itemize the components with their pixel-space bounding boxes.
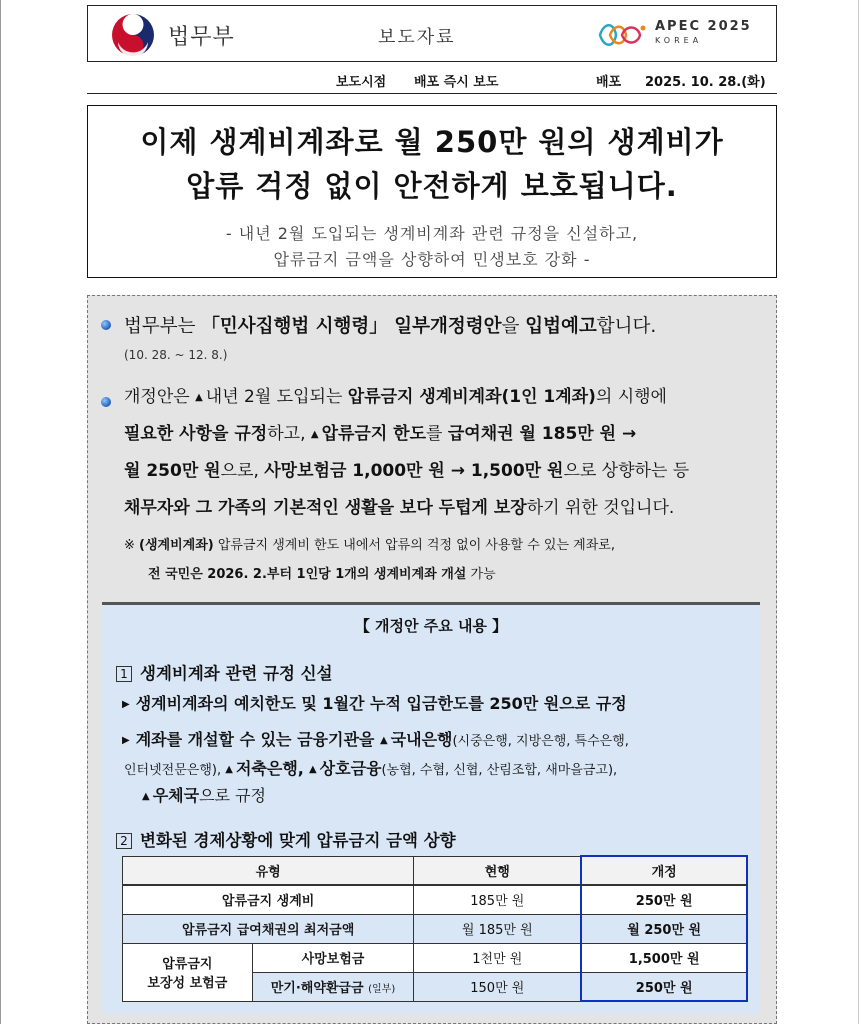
arrow-right-icon: ▶ — [122, 735, 130, 746]
header-current: 현행 — [414, 856, 582, 885]
distribution-label: 배포 — [596, 75, 622, 90]
row-type: 사망보험금 — [252, 943, 414, 972]
note-term: (생계비계좌) — [139, 538, 214, 553]
table-row — [123, 943, 748, 972]
section-1-item-2-line-3 — [142, 783, 266, 806]
ministry-name: 법무부 — [168, 25, 235, 50]
triangle-icon: ▲ — [142, 791, 150, 802]
summary-paragraph-2-line-2 — [124, 423, 636, 446]
pre-announcement: 입법예고 — [525, 316, 597, 337]
text-span: 으로 규정 — [199, 786, 266, 805]
text-span: 생계비계좌 관련 규정 신설 — [140, 664, 333, 683]
summary-paragraph-1 — [124, 312, 656, 338]
text-span: (시중은행, 지방은행, 특수은행, — [452, 734, 629, 749]
row-group-label — [123, 943, 253, 1001]
apec-subtitle: KOREA — [655, 36, 703, 45]
content-heading: 【 개정안 주요 내용 】 — [354, 617, 508, 635]
release-divider — [87, 93, 777, 94]
section-1-item-1 — [122, 691, 627, 714]
text-span: 계좌를 개설할 수 있는 금융기관을 — [135, 730, 380, 749]
triangle-icon: ▲ — [379, 735, 388, 746]
row-revised: 1,500만 원 — [581, 943, 747, 972]
text-span: 저축은행, — [235, 759, 304, 778]
row-current: 150만 원 — [414, 972, 582, 1001]
text-span: 개정안은 — [124, 387, 196, 407]
text-span: 변화된 경제상황에 맞게 압류금지 금액 상향 — [140, 831, 456, 850]
headline-line-2: 압류 걱정 없이 안전하게 보호됩니다. — [186, 169, 678, 203]
table-row — [123, 885, 748, 914]
comparison-table — [122, 855, 748, 1002]
note-line-2 — [148, 563, 496, 582]
summary-paragraph-2-line-1 — [124, 386, 667, 409]
text-span: 만기·해약환급금 — [270, 981, 364, 996]
row-type — [252, 972, 414, 1001]
text-span: 사망보험금 1,000만 원 → 1,500만 원 — [264, 461, 564, 481]
triangle-icon: ▲ — [308, 764, 317, 775]
apec-title: APEC 2025 — [655, 19, 752, 34]
press-header — [87, 5, 777, 62]
text-span: 를 — [426, 424, 448, 444]
row-current: 185만 원 — [414, 885, 582, 914]
text-span: 상호금융 — [319, 759, 382, 778]
note-mark: ※ — [124, 538, 135, 553]
section-1-title — [116, 660, 333, 684]
text-span: 급여채권 월 185만 원 → — [447, 424, 637, 444]
main-content-box — [102, 602, 760, 1014]
text-span: 의 시행에 — [595, 387, 667, 407]
row-type: 압류금지 급여채권의 최저금액 — [123, 914, 414, 943]
release-time-value: 배포 즉시 보도 — [414, 75, 499, 90]
decree-name: 「민사집행법 시행령」 일부개정령안 — [201, 316, 502, 337]
document-type: 보도자료 — [378, 27, 456, 48]
text-span: 법무부는 — [124, 316, 202, 337]
headline-box — [87, 105, 777, 278]
text-span: 전 국민은 2026. 2.부터 1인당 1개의 생계비계좌 개설 — [148, 567, 467, 582]
text-span: 내년 2월 도입되는 — [205, 387, 348, 407]
release-info — [87, 69, 777, 91]
text-span: 채무자와 그 가족의 기본적인 생활을 보다 두텁게 보장 — [124, 498, 527, 518]
row-revised: 250만 원 — [581, 885, 747, 914]
section-number: 2 — [116, 833, 132, 849]
announcement-period: (10. 28. ~ 12. 8.) — [124, 348, 228, 362]
row-revised: 250만 원 — [581, 972, 747, 1001]
bullet-dot-icon — [101, 397, 111, 407]
distribution-date: 2025. 10. 28.(화) — [645, 75, 766, 90]
text-span: 하고, — [267, 424, 311, 444]
text-span: 합니다. — [596, 316, 657, 337]
subheadline-line-2: 압류금지 금액을 상향하여 민생보호 강화 - — [273, 250, 591, 269]
group-label-line-1: 압류금지 — [162, 957, 213, 972]
row-current: 월 185만 원 — [414, 914, 582, 943]
table-header-row — [123, 856, 748, 885]
text-span: 우체국 — [152, 786, 200, 805]
text-span: 압류금지 생계비 한도 내에서 압류의 걱정 없이 사용할 수 있는 계좌로, — [213, 538, 615, 553]
table-row — [123, 914, 748, 943]
release-time-label: 보도시점 — [336, 75, 387, 90]
text-span: 월 250만 원 — [124, 461, 221, 481]
text-span: (농협, 수협, 신협, 산림조합, 새마을금고), — [381, 763, 618, 778]
text-span: 을 — [501, 316, 526, 337]
row-revised: 월 250만 원 — [581, 914, 747, 943]
section-1-item-2-line-1 — [122, 727, 629, 750]
row-current: 1천만 원 — [414, 943, 582, 972]
triangle-icon: ▲ — [195, 392, 203, 403]
triangle-icon: ▲ — [310, 429, 319, 440]
text-span: 인터넷전문은행), — [124, 763, 226, 778]
header-revised: 개정 — [581, 856, 747, 885]
apec-logo-icon — [596, 18, 648, 52]
text-span: 국내은행 — [390, 730, 453, 749]
text-span: 생계비계좌의 예치한도 및 1월간 누적 입금한도를 250만 원으로 규정 — [135, 694, 627, 713]
section-1-item-2-line-2 — [124, 756, 617, 779]
arrow-right-icon: ▶ — [122, 699, 130, 710]
section-number: 1 — [116, 666, 132, 682]
text-span: 으로 상향하는 등 — [563, 461, 690, 481]
government-logo-icon — [110, 12, 156, 58]
type-note: (일부) — [368, 984, 396, 995]
header-type: 유형 — [123, 856, 414, 885]
text-span: 압류금지 한도 — [321, 424, 427, 444]
summary-paragraph-2-line-4 — [124, 497, 674, 519]
summary-paragraph-2-line-3 — [124, 460, 689, 482]
text-span: 압류금지 생계비계좌(1인 1계좌) — [347, 387, 596, 407]
triangle-icon: ▲ — [225, 764, 233, 775]
note-line-1 — [124, 534, 615, 553]
text-span: 하기 위한 것입니다. — [526, 498, 675, 518]
text-span: 가능 — [466, 567, 496, 582]
subheadline-line-1: - 내년 2월 도입되는 생계비계좌 관련 규정을 신설하고, — [225, 224, 639, 243]
bullet-dot-icon — [101, 320, 111, 330]
group-label-line-2: 보장성 보험금 — [147, 976, 228, 991]
headline-line-1: 이제 생계비계좌로 월 250만 원의 생계비가 — [140, 125, 724, 159]
text-span: 필요한 사항을 규정 — [124, 424, 268, 444]
text-span: 으로, — [220, 461, 265, 481]
row-type: 압류금지 생계비 — [123, 885, 414, 914]
section-2-title — [116, 827, 456, 851]
page-left-edge — [0, 0, 1, 1024]
